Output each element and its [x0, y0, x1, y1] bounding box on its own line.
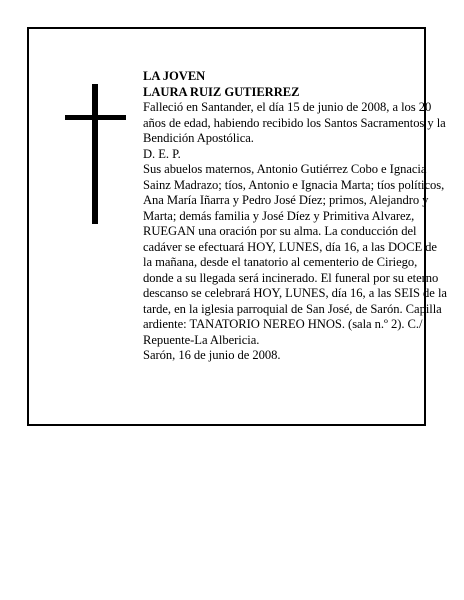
- funeral-details: RUEGAN una oración por su alma. La conducción del cadáver se efectuará HOY, LUNES, día 16, a las DOCE de la mañana, desde el tanatorio al cementerio de Ciriego, donde a su llegada será incinerado. El funeral por su eterno descanso se celebrará HOY, LUNES, día 16, a las SEIS de la tarde, en la iglesia parroquial de San José, de Sarón. Capilla ardiente: TANATORIO NEREO HNOS. (sala n.º 2). C./ Repuente-La Albericia.: [143, 224, 447, 347]
- death-announcement: Falleció en Santander, el día 15 de junio de 2008, a los 20 años de edad, habiendo recibido los Santos Sacramentos y la Bendición Apostólica.: [143, 100, 446, 145]
- obituary-notice: [27, 27, 447, 426]
- rest-in-peace-abbreviation: D. E. P.: [143, 146, 181, 161]
- deceased-name: LAURA RUIZ GUTIERREZ: [143, 84, 300, 99]
- notice-title: LA JOVEN: [143, 69, 206, 83]
- place-and-date: Sarón, 16 de junio de 2008.: [143, 348, 281, 362]
- notice-text-block: [143, 69, 448, 364]
- cross-vertical-bar: [92, 84, 98, 224]
- cross-horizontal-bar: [65, 115, 126, 120]
- family-list: Sus abuelos maternos, Antonio Gutiérrez Cobo e Ignacia Sainz Madrazo; tíos, Antonio e Ignacia Marta; tíos políticos, Ana María Iñarra y Pedro José Díez; primos, Alejandro y Marta; demás familia y José Díez y Primitiva Alvarez,: [143, 162, 445, 223]
